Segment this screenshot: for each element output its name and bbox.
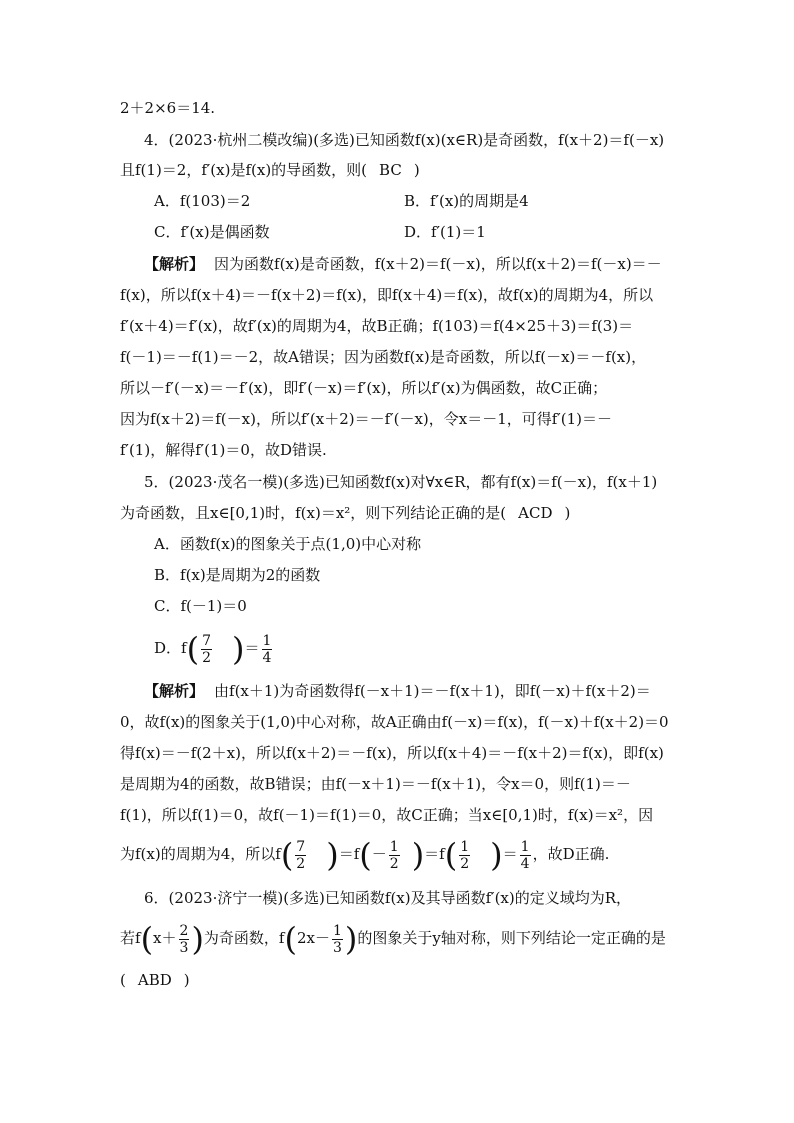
analysis-line: 【解析】 由f(x＋1)为奇函数得f(－x＋1)＝－f(x＋1)，即f(－x)＋f(x＋2)＝	[144, 682, 651, 700]
question-6-answer-line: ( ABD )	[120, 971, 190, 989]
analysis-tag: 【解析】	[144, 255, 205, 273]
fraction: $\frac{1}{3}$	[332, 922, 342, 956]
analysis-line: f(x)，所以f(x＋4)＝－f(x＋2)＝f(x)，即f(x＋4)＝f(x)，故f(x)的周期为4，所以	[120, 286, 654, 304]
analysis-line: 【解析】 因为函数f(x)是奇函数，f(x＋2)＝f(－x)，所以f(x＋2)＝f(－x)＝－	[144, 255, 662, 273]
option-a: A．函数f(x)的图象关于点(1,0)中心对称	[154, 535, 422, 553]
analysis-tag: 【解析】	[144, 682, 205, 700]
fraction: $\frac{1}{4}$	[520, 838, 530, 872]
fraction: $\frac{1}{4}$	[262, 632, 272, 666]
question-5-stem-cont: 为奇函数，且x∈[0,1)时，f(x)＝x²，则下列结论正确的是( ACD )	[120, 504, 571, 522]
answer: ACD	[518, 504, 553, 522]
fraction: $\frac{7}{2}$	[296, 838, 306, 872]
answer: BC	[379, 161, 402, 179]
answer: ABD	[137, 971, 172, 989]
analysis-line: f(1)，所以f(1)＝0，故f(－1)＝f(1)＝0，故C正确；当x∈[0,1)时，f(x)＝x²，因	[120, 806, 654, 824]
option-d: D．f( $\frac{7}{2}$ )＝ $\frac{1}{4}$	[154, 630, 272, 668]
question-5-stem: 5．(2023·茂名一模)(多选)已知函数f(x)对∀x∈R，都有f(x)＝f(－x)，f(x＋1)	[144, 473, 658, 491]
option-c: C．f(－1)＝0	[154, 597, 247, 615]
option-a: A．f(103)＝2	[154, 192, 251, 210]
analysis-line: f′(1)，解得f′(1)＝0，故D错误.	[120, 441, 327, 459]
fraction: $\frac{1}{2}$	[460, 838, 470, 872]
option-b: B．f(x)是周期为2的函数	[154, 566, 321, 584]
analysis-line: f(－1)＝－f(1)＝－2，故A错误；因为函数f(x)是奇函数，所以f(－x)＝－f(x)，	[120, 348, 647, 366]
question-4-stem: 4．(2023·杭州二模改编)(多选)已知函数f(x)(x∈R)是奇函数，f(x＋2)＝f(－x)	[144, 131, 665, 149]
analysis-line: f′(x＋4)＝f′(x)，故f′(x)的周期为4，故B正确；f(103)＝f(4×25＋3)＝f(3)＝	[120, 317, 634, 335]
question-4-stem-cont: 且f(1)＝2，f′(x)是f(x)的导函数，则( BC )	[120, 161, 420, 179]
analysis-line: 得f(x)＝－f(2＋x)，所以f(x＋2)＝－f(x)，所以f(x＋4)＝－f(x＋2)＝f(x)，即f(x)	[120, 744, 664, 762]
option-b: B．f′(x)的周期是4	[404, 192, 529, 210]
option-d: D．f′(1)＝1	[404, 223, 486, 241]
fraction: $\frac{2}{3}$	[179, 922, 189, 956]
analysis-line: 所以－f′(－x)＝－f′(x)，即f′(－x)＝f′(x)，所以f′(x)为偶函数，故C正确；	[120, 379, 608, 397]
analysis-line: 因为f(x＋2)＝f(－x)，所以f′(x＋2)＝－f′(－x)，令x＝－1，可得f′(1)＝－	[120, 410, 612, 428]
analysis-line: 0，故f(x)的图象关于(1,0)中心对称，故A正确由f(－x)＝f(x)，f(－x)＋f(x＋2)＝0	[120, 713, 669, 731]
question-6-stem-cont: 若f(x＋ $\frac{2}{3}$ )为奇函数，f(2x－ $\frac{1}{3}$ )的图象关于y轴对称，则下列结论一定正确的是	[120, 920, 666, 958]
analysis-line: 是周期为4的函数，故B错误；由f(－x＋1)＝－f(x＋1)，令x＝0，则f(1)＝－	[120, 775, 631, 793]
question-6-stem: 6．(2023·济宁一模)(多选)已知函数f(x)及其导函数f′(x)的定义域均为R，	[144, 889, 632, 907]
text-line: 2＋2×6＝14.	[120, 99, 216, 117]
fraction: $\frac{1}{2}$	[389, 838, 399, 872]
option-c: C．f′(x)是偶函数	[154, 223, 270, 241]
analysis-line: 为f(x)的周期为4，所以f( $\frac{7}{2}$ )＝f(－ $\frac{1}{2}$ )＝f( $\frac{1}{2}$ )＝ $\frac{1}{4}$ ，故D正确.	[120, 836, 610, 874]
fraction: $\frac{7}{2}$	[202, 632, 211, 666]
